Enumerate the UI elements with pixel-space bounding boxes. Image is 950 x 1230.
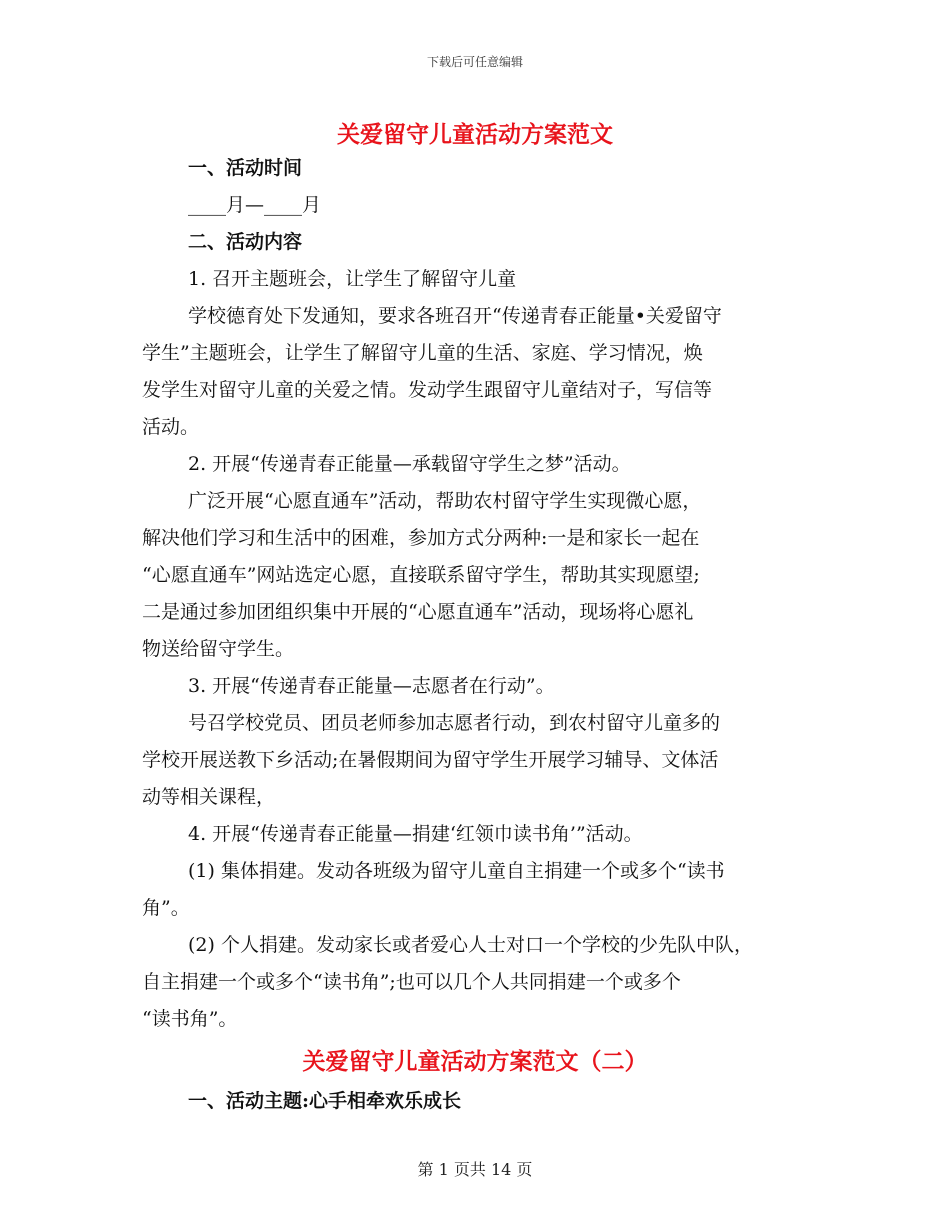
item-2-paragraph-line: 二是通过参加团组织集中开展的“心愿直通车”活动，现场将心愿礼 <box>142 601 694 623</box>
item-1-heading: 1. 召开主题班会，让学生了解留守儿童 <box>188 268 517 290</box>
item-4-sub-2-line: 自主捐建一个或多个“读书角”;也可以几个人共同捐建一个或多个 <box>142 971 681 993</box>
item-4-sub-2-line: “读书角”。 <box>142 1008 238 1030</box>
item-1-paragraph-line: 发学生对留守儿童的关爱之情。发动学生跟留守儿童结对子，写信等 <box>142 379 713 401</box>
page-header: 下载后可任意编辑 <box>426 55 523 69</box>
item-1-paragraph-line: 学生”主题班会，让学生了解留守儿童的生活、家庭、学习情况，焕 <box>142 342 703 364</box>
item-2-paragraph-line: “心愿直通车”网站选定心愿，直接联系留守学生，帮助其实现愿望; <box>142 564 700 586</box>
item-4-heading: 4. 开展“传递青春正能量—捐建‘红领巾读书角’”活动。 <box>188 823 643 845</box>
document-title-2: 关爱留守儿童活动方案范文（二） <box>302 1048 648 1075</box>
section-heading-content: 二、活动内容 <box>188 231 303 253</box>
item-2-heading: 2. 开展“传递青春正能量—承载留守学生之梦”活动。 <box>188 453 631 475</box>
page-footer: 第 1 页共 14 页 <box>417 1160 533 1179</box>
item-4-sub-2-line: (2) 个人捐建。发动家长或者爱心人士对口一个学校的少先队中队， <box>188 934 753 956</box>
item-4-sub-1-line: (1) 集体捐建。发动各班级为留守儿童自主捐建一个或多个“读书 <box>188 860 725 882</box>
item-3-paragraph-line: 动等相关课程， <box>142 786 276 808</box>
item-1-paragraph-line: 活动。 <box>142 416 200 438</box>
document-title: 关爱留守儿童活动方案范文 <box>337 121 613 148</box>
section-heading-time: 一、活动时间 <box>188 157 303 179</box>
section-heading-theme: 一、活动主题:心手相牵欢乐成长 <box>188 1090 462 1112</box>
item-3-paragraph-line: 号召学校党员、团员老师参加志愿者行动，到农村留守儿童多的 <box>188 712 721 734</box>
item-1-paragraph-line: 学校德育处下发通知，要求各班召开“传递青春正能量•关爱留守 <box>188 305 722 327</box>
item-2-paragraph-line: 物送给留守学生。 <box>142 638 295 660</box>
item-2-paragraph-line: 解决他们学习和生活中的困难，参加方式分两种:一是和家长一起在 <box>142 527 700 549</box>
activity-time-range: ____月—____月 <box>188 194 322 216</box>
item-3-paragraph-line: 学校开展送教下乡活动;在暑假期间为留守学生开展学习辅导、文体活 <box>142 749 719 771</box>
item-3-heading: 3. 开展“传递青春正能量—志愿者在行动”。 <box>188 675 555 697</box>
item-2-paragraph-line: 广泛开展“心愿直通车”活动，帮助农村留守学生实现微心愿， <box>188 490 702 512</box>
document-body <box>142 150 832 1038</box>
item-4-sub-1-line: 角”。 <box>142 897 190 919</box>
